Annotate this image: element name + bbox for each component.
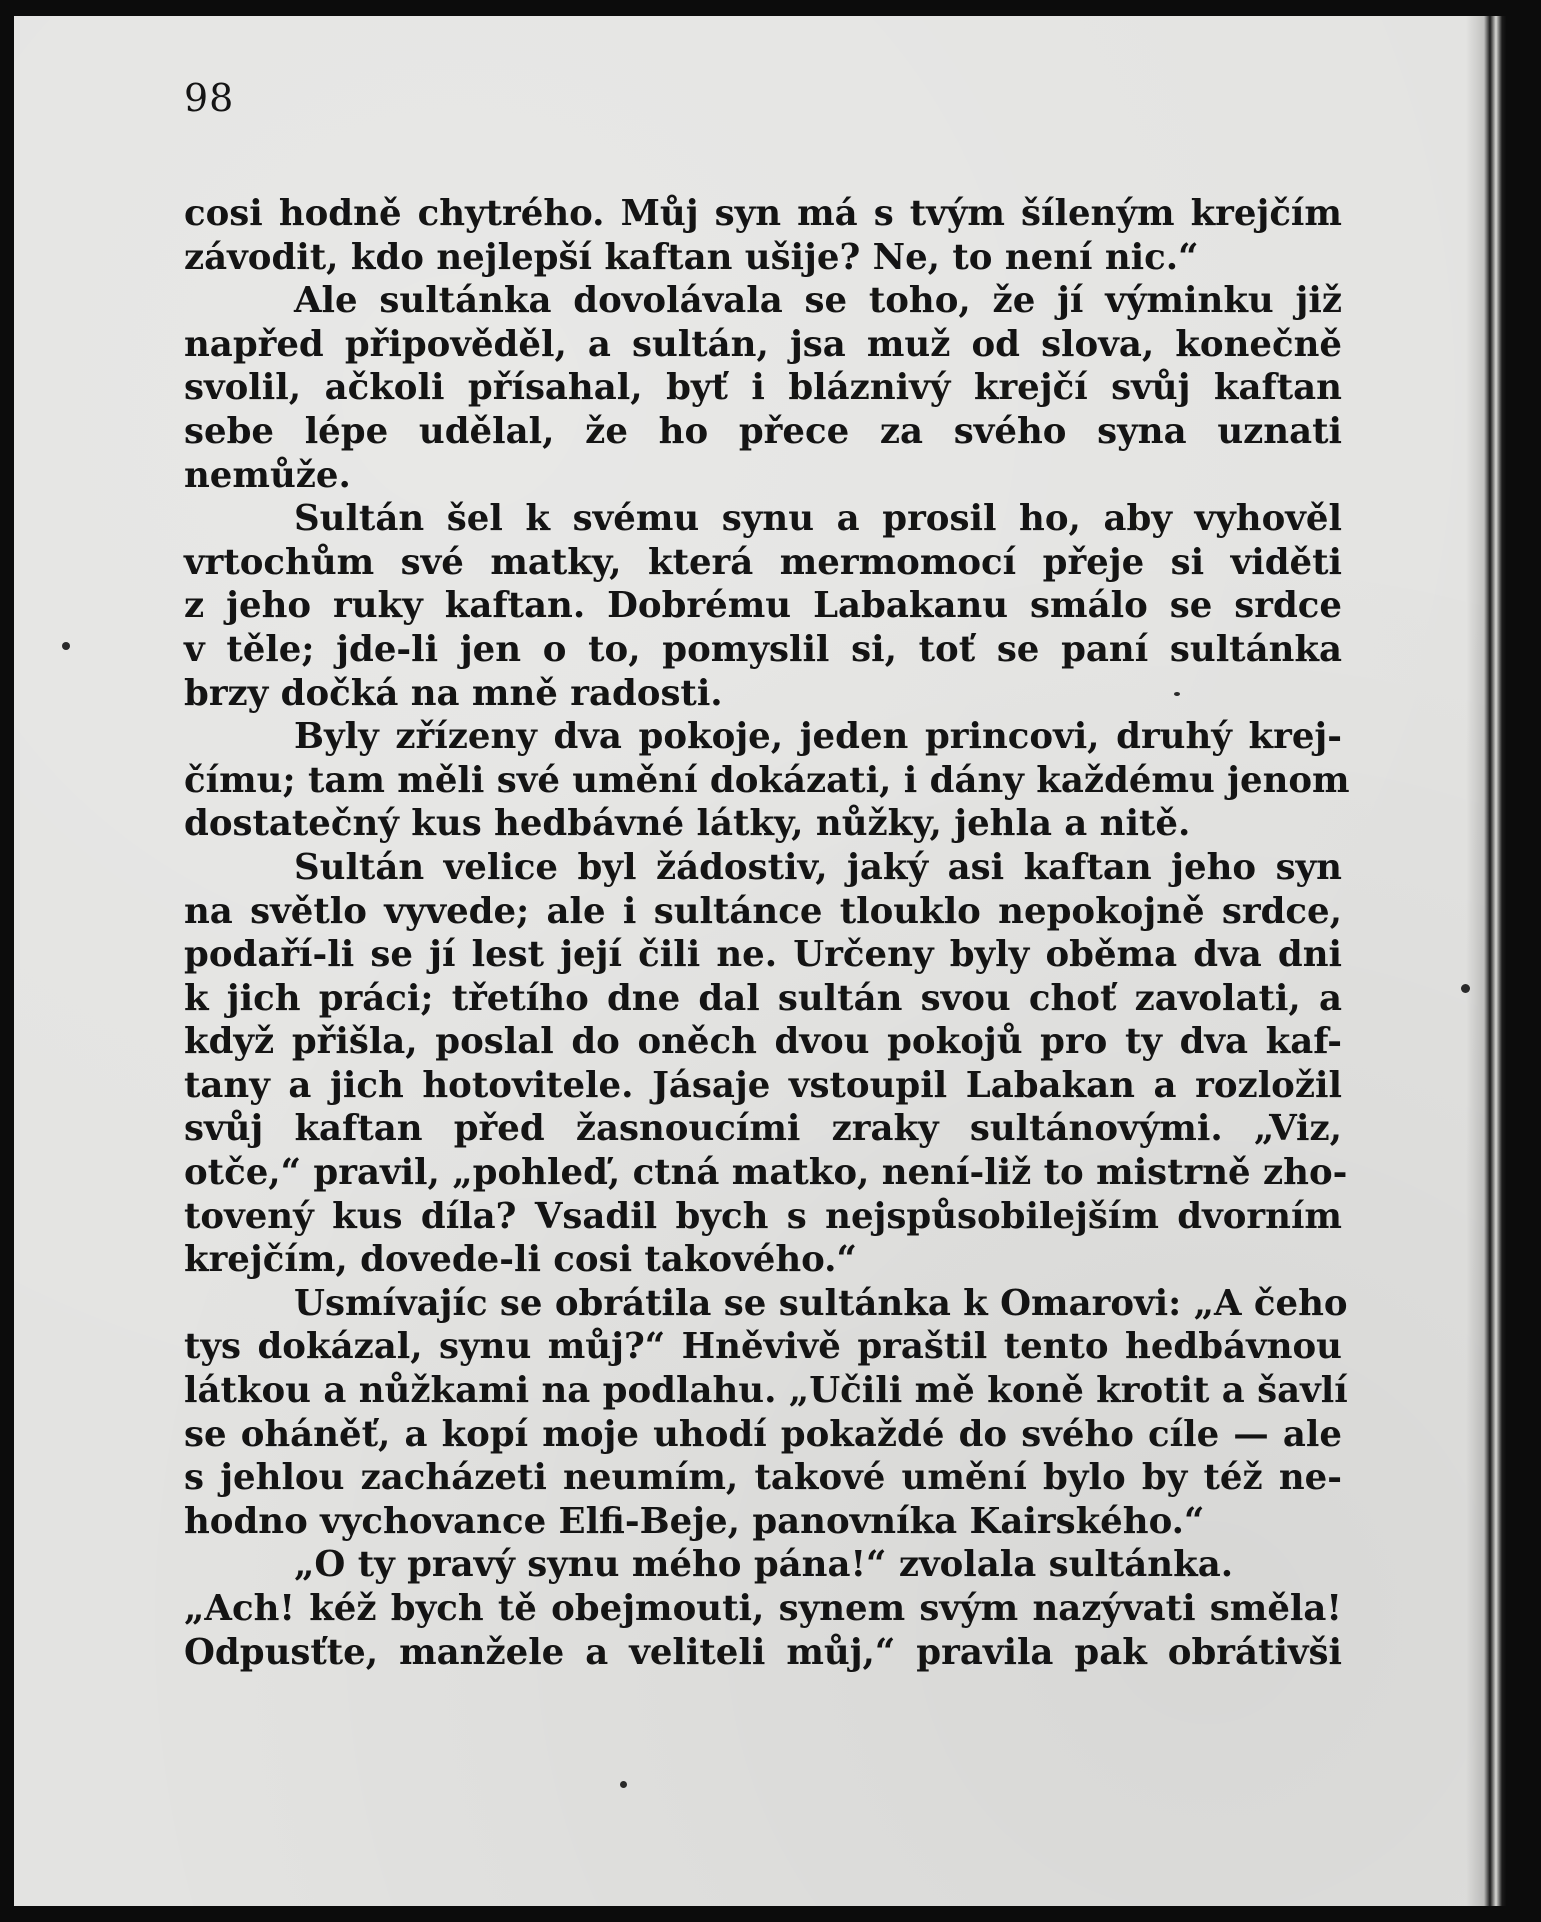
text-line: podaří-li se jí lest její čili ne. Určeny byly oběma dva dni <box>184 934 1342 976</box>
print-speck <box>62 642 70 650</box>
text-line: krejčím, dovede-li cosi takového.“ <box>184 1239 857 1281</box>
text-line: závodit, kdo nejlepší kaftan ušije? Ne, to není nic.“ <box>184 236 1199 278</box>
text-line: Byly zřízeny dva pokoje, jeden princovi, druhý krej- <box>294 716 1342 758</box>
text-line: v těle; jde-li jen o to, pomyslil si, toť se paní sultánka <box>184 628 1342 670</box>
text-line: brzy dočká na mně radosti. <box>184 672 723 714</box>
text-line: nemůže. <box>184 454 351 496</box>
text-line: dostatečný kus hedbávné látky, nůžky, jehla a nitě. <box>184 803 1191 845</box>
text-line: Ale sultánka dovolávala se toho, že jí výminku již <box>294 280 1342 322</box>
text-line: cosi hodně chytrého. Můj syn má s tvým šíleným krejčím <box>184 193 1342 234</box>
text-line: vrtochům své matky, která mermomocí přeje si viděti <box>184 541 1342 583</box>
text-line: napřed připověděl, a sultán, jsa muž od slova, konečně <box>184 323 1342 365</box>
page-binding-edge <box>1466 16 1506 1906</box>
text-line: na světlo vyvede; ale i sultánce tlouklo nepokojně srdce, <box>184 890 1342 932</box>
page-number: 98 <box>184 76 235 120</box>
text-line: svolil, ačkoli přísahal, byť i bláznivý krejčí svůj kaftan <box>184 367 1342 409</box>
text-line: látkou a nůžkami na podlahu. „Učili mě koně krotit a šavlí <box>184 1370 1348 1412</box>
text-line: s jehlou zacházeti neumím, takové umění bylo by též ne- <box>184 1457 1342 1499</box>
text-line: sebe lépe udělal, že ho přece za svého syna uznati <box>184 410 1342 452</box>
text-line: když přišla, poslal do oněch dvou pokojů pro ty dva kaf- <box>184 1021 1342 1063</box>
text-line: otče,“ pravil, „pohleď, ctná matko, není-liž to mistrně zho- <box>184 1152 1348 1194</box>
scanned-book-page <box>14 16 1506 1906</box>
text-line: čímu; tam měli své umění dokázati, i dány každému jenom <box>184 759 1350 801</box>
text-line: Usmívajíc se obrátila se sultánka k Omarovi: „A čeho <box>294 1282 1348 1324</box>
text-line: z jeho ruky kaftan. Dobrému Labakanu smálo se srdce <box>184 585 1342 627</box>
text-line: Sultán šel k svému synu a prosil ho, aby vyhověl <box>294 498 1342 540</box>
text-line: svůj kaftan před žasnoucími zraky sultánovými. „Viz, <box>184 1108 1342 1150</box>
text-line: „O ty pravý synu mého pána!“ zvolala sultánka. <box>294 1544 1234 1586</box>
text-line: se oháněť, a kopí moje uhodí pokaždé do svého cíle — ale <box>184 1413 1342 1455</box>
print-speck <box>1461 984 1470 993</box>
body-text <box>184 192 1350 1674</box>
print-speck <box>620 1781 627 1788</box>
text-line: Odpusťte, manžele a veliteli můj,“ pravila pak obrátivši <box>184 1631 1342 1673</box>
text-line: tovený kus díla? Vsadil bych s nejspůsobilejším dvorním <box>184 1195 1342 1237</box>
text-line: tys dokázal, synu můj?“ Hněvivě praštil tento hedbávnou <box>184 1326 1342 1368</box>
text-line: k jich práci; třetího dne dal sultán svou choť zavolati, a <box>184 977 1342 1019</box>
text-line: tany a jich hotovitele. Jásaje vstoupil Labakan a rozložil <box>184 1064 1342 1106</box>
print-speck <box>1174 692 1180 696</box>
text-line: „Ach! kéž bych tě obejmouti, synem svým nazývati směla! <box>184 1588 1342 1629</box>
text-line: Sultán velice byl žádostiv, jaký asi kaftan jeho syn <box>294 846 1342 888</box>
text-line: hodno vychovance Elfi-Beje, panovníka Kairského.“ <box>184 1500 1205 1542</box>
